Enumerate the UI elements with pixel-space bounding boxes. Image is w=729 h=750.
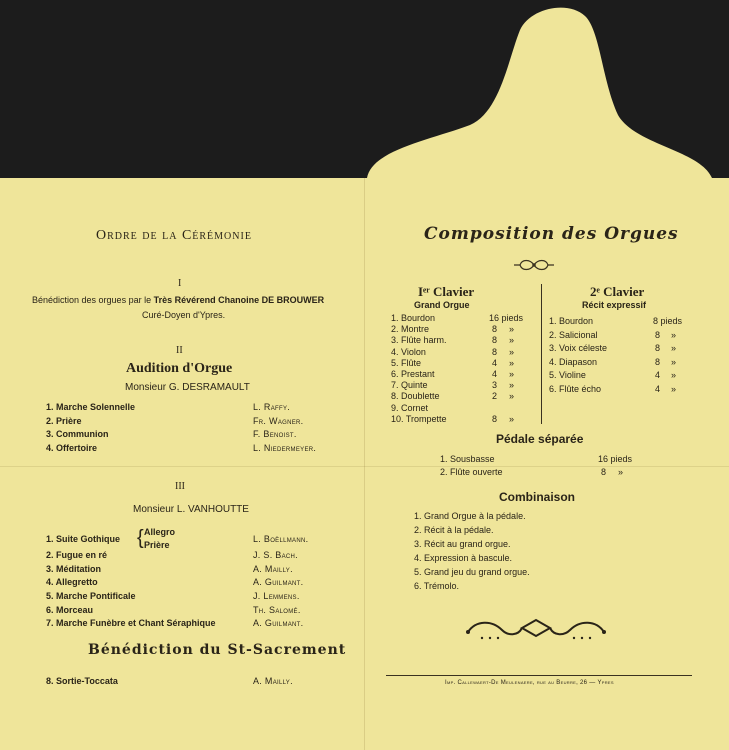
stop-feet: 8 — [492, 324, 498, 335]
ditto-mark: » — [671, 343, 677, 354]
column-divider — [541, 284, 542, 424]
list-item — [549, 370, 689, 384]
stop-name: 3. Flûte harm. — [391, 335, 447, 346]
list-item — [391, 380, 531, 391]
list-item — [391, 391, 531, 402]
list-item — [46, 618, 346, 632]
composer: Th. Salomé. — [253, 604, 301, 615]
stop-name: 6. Prestant — [391, 368, 435, 379]
stop-feet: 8 — [492, 335, 498, 346]
stop-name: 9. Cornet — [391, 402, 429, 413]
list-item: 3. Récit au grand orgue. — [414, 539, 511, 549]
final-item — [46, 676, 346, 686]
combinaison-list — [414, 511, 644, 595]
clavier1-sub: Grand Orgue — [414, 300, 470, 310]
stop-feet: 8 — [492, 413, 498, 424]
flourish-icon — [462, 616, 610, 644]
pedale-stops — [440, 454, 660, 480]
composer: A. Guilmant. — [253, 577, 304, 588]
benediction-heading: Bénédiction du St-Sacrement — [88, 642, 347, 658]
list-item — [391, 324, 531, 335]
ditto-mark: » — [509, 324, 515, 335]
piece-title: 2. Fugue en ré — [46, 550, 108, 560]
composer: Fr. Wagner. — [253, 415, 304, 426]
pedale-heading: Pédale séparée — [496, 432, 584, 446]
stop-feet: 4 — [492, 357, 498, 368]
envelope-flap — [0, 0, 729, 190]
movement-priere: Prière — [144, 540, 170, 550]
composer: A. Mailly. — [253, 676, 293, 686]
section-2-number: II — [176, 345, 183, 356]
list-item: 4. Expression à bascule. — [414, 553, 513, 563]
vanhoutte-list — [46, 550, 346, 632]
list-item — [391, 313, 531, 324]
imprint: Imp. Callewaert-De Meulenaere, rue au Beurre, 26 — Ypres — [445, 680, 614, 686]
piece-title: 7. Marche Funèbre et Chant Séraphique — [46, 618, 216, 629]
brace-icon: { — [137, 527, 144, 549]
ditto-mark: » — [509, 346, 515, 357]
list-item: 6. Trémolo. — [414, 581, 460, 591]
clavier1-stops — [391, 313, 531, 425]
composer: L. Boëllmann. — [253, 534, 309, 544]
composer: J. S. Bach. — [253, 550, 298, 560]
composer: L. Niedermeyer. — [253, 442, 317, 453]
list-item — [549, 316, 689, 330]
piece-title: 5. Marche Pontificale — [46, 591, 136, 602]
stop-feet: 8 — [655, 343, 661, 354]
piece-title: 4. Allegretto — [46, 577, 98, 588]
stop-name: 1. Sousbasse — [440, 454, 495, 464]
stop-name: 2. Salicional — [549, 329, 598, 340]
list-item — [391, 414, 531, 425]
piece-title: 3. Communion — [46, 429, 109, 439]
composer: L. Raffy. — [253, 402, 291, 412]
ditto-mark: » — [509, 335, 515, 346]
stop-feet: 8 — [655, 356, 661, 367]
list-item — [391, 403, 531, 414]
clavier2-sub: Récit expressif — [582, 300, 647, 310]
stop-feet: 8 — [601, 467, 607, 477]
audition-heading: Audition d'Orgue — [126, 361, 233, 376]
list-item — [391, 358, 531, 369]
stop-name: 10. Trompette — [391, 413, 447, 424]
stop-name: 4. Violon — [391, 346, 426, 357]
list-item — [46, 550, 346, 564]
list-item: 2. Récit à la pédale. — [414, 525, 494, 535]
stop-feet: 4 — [655, 370, 661, 381]
composer: F. Benoist. — [253, 429, 297, 439]
piece-title: 6. Morceau — [46, 604, 94, 615]
stop-feet: 8 pieds — [653, 316, 683, 326]
ditto-mark: » — [509, 368, 515, 379]
list-item: 5. Grand jeu du grand orgue. — [414, 567, 530, 577]
ditto-mark: » — [509, 391, 515, 402]
clavier2-stops — [549, 316, 689, 398]
clavier2-heading: 2ᵉ Clavier — [590, 284, 645, 299]
list-item — [391, 369, 531, 380]
list-item — [440, 467, 660, 480]
ditto-mark: » — [618, 467, 624, 477]
composer: J. Lemmens. — [253, 591, 300, 602]
performer-desramault: Monsieur G. DESRAMAULT — [125, 382, 250, 393]
stop-name: 1. Bourdon — [549, 316, 594, 326]
stop-name: 2. Montre — [391, 324, 430, 335]
section-1-number: I — [178, 278, 182, 289]
canon-name: Très Révérend Chanoine DE BROUWER — [153, 295, 325, 305]
combinaison-heading: Combinaison — [499, 490, 576, 504]
stop-feet: 16 pieds — [598, 454, 633, 464]
piece-title: 3. Méditation — [46, 563, 102, 574]
list-item — [46, 443, 346, 457]
stop-feet: 8 — [492, 346, 498, 357]
cure-line: Curé-Doyen d'Ypres. — [142, 310, 226, 320]
list-item — [391, 335, 531, 346]
imprint-rule — [386, 675, 692, 676]
piece-title: 4. Offertoire — [46, 442, 98, 453]
list-item — [46, 591, 346, 605]
vertical-fold — [364, 178, 365, 750]
clavier1-heading: Iᵉʳ Clavier — [418, 284, 475, 299]
piece-title: 8. Sortie-Toccata — [46, 676, 118, 686]
list-item — [46, 416, 346, 430]
list-item — [549, 384, 689, 398]
composer: A. Mailly. — [253, 563, 293, 574]
stop-name: 6. Flûte écho — [549, 383, 602, 394]
ceremony-title: Ordre de la Cérémonie — [96, 228, 252, 243]
stop-feet: 4 — [492, 368, 498, 379]
list-item — [440, 454, 660, 467]
ditto-mark: » — [671, 383, 677, 394]
suite-gothique — [46, 526, 346, 552]
blessing-line — [32, 295, 324, 305]
list-item — [46, 429, 346, 443]
list-item — [391, 347, 531, 358]
stop-name: 8. Doublette — [391, 391, 440, 402]
movement-allegro: Allegro — [144, 527, 176, 537]
stop-feet: 8 — [655, 329, 661, 340]
stop-name: 5. Violine — [549, 370, 586, 381]
list-item — [549, 357, 689, 371]
audition-list — [46, 402, 346, 456]
ditto-mark: » — [509, 357, 515, 368]
piece-title: 2. Prière — [46, 415, 82, 426]
list-item — [46, 402, 346, 416]
ornament-icon — [512, 257, 556, 273]
stop-feet: 16 pieds — [489, 313, 524, 323]
list-item: 1. Grand Orgue à la pédale. — [414, 511, 526, 521]
organ-title: Composition des Orgues — [424, 224, 679, 244]
list-item — [46, 605, 346, 619]
stop-feet: 3 — [492, 380, 498, 391]
ditto-mark: » — [671, 356, 677, 367]
piece-title: 1. Suite Gothique — [46, 534, 121, 544]
stop-feet: 4 — [655, 383, 661, 394]
list-item — [46, 564, 346, 578]
blessing-text: Bénédiction des orgues par le — [32, 295, 152, 305]
ditto-mark: » — [671, 329, 677, 340]
stop-name: 7. Quinte — [391, 380, 428, 391]
ditto-mark: » — [509, 380, 515, 391]
performer-vanhoutte: Monsieur L. VANHOUTTE — [133, 504, 249, 515]
stop-name: 1. Bourdon — [391, 313, 436, 323]
stop-name: 4. Diapason — [549, 356, 598, 367]
ditto-mark: » — [509, 413, 515, 424]
stop-feet: 2 — [492, 391, 498, 402]
stop-name: 5. Flûte — [391, 357, 422, 368]
composer: A. Guilmant. — [253, 618, 304, 629]
list-item — [46, 577, 346, 591]
piece-title: 1. Marche Solennelle — [46, 402, 136, 412]
section-3-number: III — [175, 481, 185, 492]
stop-name: 3. Voix céleste — [549, 343, 608, 354]
stop-name: 2. Flûte ouverte — [440, 467, 503, 477]
list-item — [549, 330, 689, 344]
list-item — [549, 343, 689, 357]
ditto-mark: » — [671, 370, 677, 381]
